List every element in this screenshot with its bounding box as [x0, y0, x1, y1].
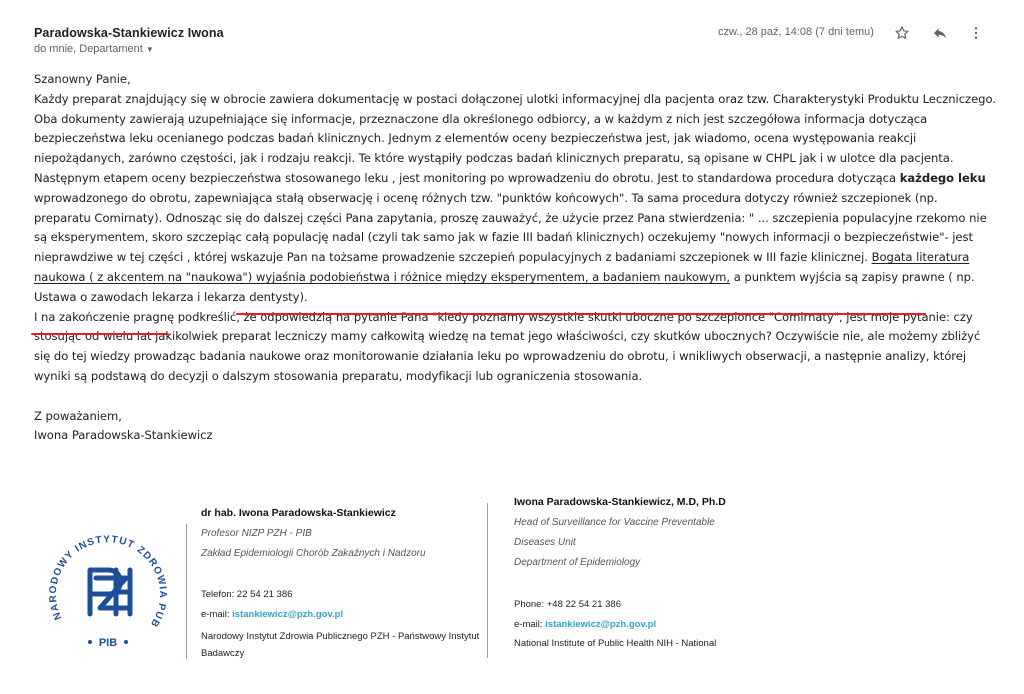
sig-pl-phone: Telefon: 22 54 21 386	[201, 589, 293, 600]
sig-en-email-link[interactable]: istankiewicz@pzh.gov.pl	[545, 619, 657, 630]
paragraph-1-text-c: a punktem wyjścia są zapisy prawne ( np. Ustawa o zawodach lekarza i lekarza dentysty).	[34, 269, 975, 304]
sig-en-email-label: e-mail:	[514, 619, 543, 630]
signature-divider-2	[487, 503, 488, 658]
spacer	[34, 387, 996, 407]
sig-pl-email-label: e-mail:	[201, 609, 230, 620]
logo-ring-text: NARODOWY INSTYTUT ZDROWIA PUB	[47, 534, 169, 630]
underlined-sentence: Bogata literatura naukowa ( z akcentem na "naukowa") wyjaśnia podobieństwa i różnice między eksperymentem, a badaniem naukowym,	[34, 250, 970, 284]
paragraph-1	[34, 90, 996, 308]
recipients-dropdown[interactable]	[34, 43, 154, 55]
sig-en-phone: Phone: +48 22 54 21 386	[514, 599, 621, 610]
sig-en-email-row	[514, 619, 656, 630]
paragraph-2: I na zakończenie pragnę podkreślić, że odpowiedzią na pytanie Pana "kiedy poznamy wszystkie skutki uboczne po szczepionce "Comirnaty", jest moje pytanie: czy stosując od wielu lat jakikolwiek preparat leczniczy mamy całkowitą wiedzę na temat jego właściwości, czy skutków ubocznych? Oczywiście nie, ale możemy zbliżyć się do tej wiedzy prowadząc badania naukowe oraz monitorowanie działania leku po wprowadzeniu do obrotu, i wnikliwych obserwacji, a następnie analizy, której wyniki są podstawą do decyzji o dalszym stosowania preparatu, modyfikacji lub ograniczenia stosowania.	[34, 309, 981, 383]
signature-divider-1	[186, 524, 187, 659]
email-date: czw., 28 paź, 14:08 (7 dni temu)	[718, 26, 874, 38]
star-icon[interactable]	[892, 24, 912, 42]
closing: Z poważaniem,	[34, 408, 122, 423]
sig-en-name: Iwona Paradowska-Stankiewicz, M.D, Ph.D	[514, 496, 726, 508]
logo-bottom-text: PIB	[98, 637, 118, 649]
red-annotation-line-2	[31, 333, 169, 335]
more-vert-icon[interactable]	[966, 24, 986, 42]
reply-icon[interactable]	[930, 24, 950, 42]
sig-pl-email-row	[201, 609, 343, 620]
paragraph-1-text-a: Każdy preparat znajdujący się w obrocie zawiera dokumentację w postaci dołączonej ulotki informacyjnej dla pacjenta oraz tzw. Charakterystyki Produktu Leczniczego. Oba dokumenty zawierają uzupełniające się informacje, przeznaczone dla określonego odbiorcy, a w każdym z nich jest szczegółowa informacja dotycząca bezpieczeństwa leku ocenianego podczas badań klinicznych. Jednym z elementów oceny bezpieczeństwa jest, jak wiadomo, ocena występowania reakcji niepożądanych, zarówno częstości, jak i rodzaju reakcji. Te które wystąpiły podczas badań klinicznych preparatu, są opisane w CHPL jak i w ulotce dla pacjenta. Następnym etapem oceny bezpieczeństwa stosowanego leku , jest monitoring po wprowadzeniu do obrotu. Jest to standardowa procedura dotycząca	[34, 91, 996, 185]
greeting: Szanowny Panie,	[34, 72, 131, 86]
sig-en-title-1: Head of Surveillance for Vaccine Preventable	[514, 517, 715, 528]
recipients-label: do mnie, Departament	[34, 43, 143, 55]
sig-pl-name: dr hab. Iwona Paradowska-Stankiewicz	[201, 507, 396, 519]
paragraph-1-text-b: wprowadzonego do obrotu, zapewniająca stałą obserwację i ocenę różnych tzw. "punktów końcowych". Ta sama procedura dotyczy również szczepionek (np. preparatu Comirnaty). Odnosząc się do dalszej części Pana zapytania, proszę zauważyć, że użycie przez Pana stwierdzenia: " ... szczepienia populacyjne rzekomo nie są eksperymentem, skoro szczepiąc całą populację nadal (czyli tak samo jak w fazie III badań klinicznych) oczekujemy "nowych informacji o bezpieczeństwie"- jest nieprawdziwe w tej części , której wskazuje Pan na tożsame prowadzenie szczepień populacyjnych z badaniami szczepionek w III fazie klinicznej.	[34, 190, 987, 265]
pzh-logo	[40, 524, 176, 660]
closing-name: Iwona Paradowska-Stankiewicz	[34, 428, 213, 443]
sender-name[interactable]: Paradowska-Stankiewicz Iwona	[34, 26, 224, 40]
sig-pl-email-link[interactable]: istankiewicz@pzh.gov.pl	[232, 609, 344, 620]
chevron-down-icon: ▼	[145, 45, 154, 54]
sig-en-title-2: Diseases Unit	[514, 537, 576, 548]
sig-en-institution: National Institute of Public Health NIH - National	[514, 638, 717, 649]
bold-phrase: każdego leku	[899, 170, 986, 185]
email-body	[34, 70, 996, 446]
red-annotation-line-1	[236, 313, 926, 315]
sig-pl-institution: Narodowy Instytut Zdrowia Publicznego PZH - Państwowy Instytut Badawczy	[201, 631, 480, 659]
sig-pl-title: Profesor NIZP PZH - PIB	[201, 528, 312, 539]
sig-en-dept: Department of Epidemiology	[514, 557, 641, 568]
sig-pl-dept: Zakład Epidemiologii Chorób Zakaźnych i Nadzoru	[201, 548, 426, 559]
